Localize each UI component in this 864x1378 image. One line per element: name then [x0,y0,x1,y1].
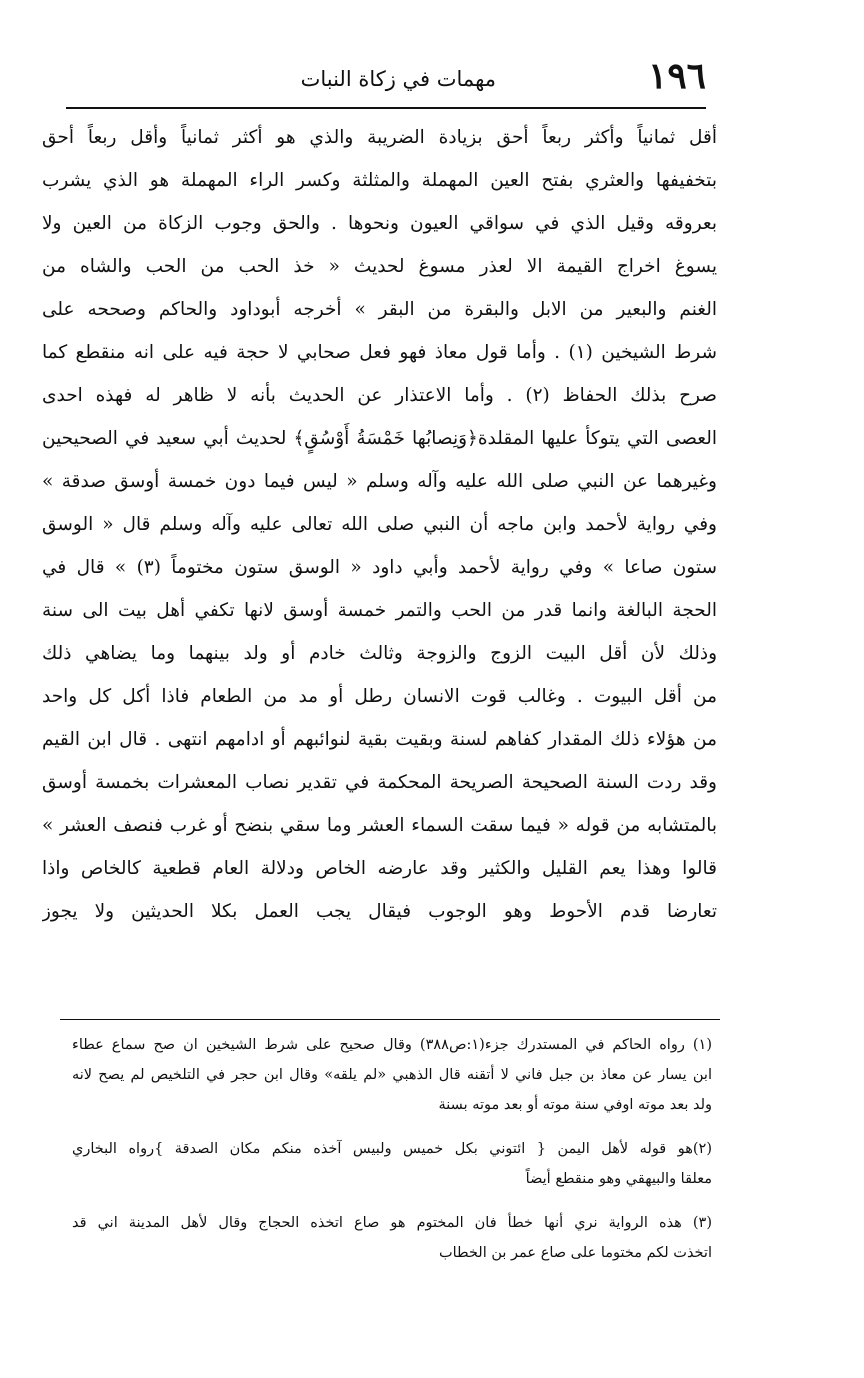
footnote-1 [72,1030,712,1120]
footnote-line: ابن يسار عن معاذ بن جبل فاني لا أتقنه قال الذهبي «لم يلقه» وقال ابن حجر في التلخيص لم يصح لانه [72,1067,712,1083]
text-line: وغيرهما عن النبي صلى الله عليه وآله وسلم « ليس فيما دون خمسة أوسق صدقة » [42,471,717,492]
text-line: بتخفيفها والعثري بفتح العين المهملة والمثلثة وكسر الراء المهملة هو الذي يشرب [42,170,717,191]
text-line: من هؤلاء ذلك المقدار كفاهم لسنة وبقيت بقية لنوائبهم أو ادامهم انتهى . قال ابن القيم [42,729,717,750]
text-line: بالمتشابه من قوله « فيما سقت السماء العشر وما سقي بنضح أو غرب فنصف العشر » [42,815,717,836]
footnote-line: معلقا والبيهقي وهو منقطع أيضاً [525,1171,712,1187]
footnote-line: ولد بعد موته اوفي سنة موته أو بعد موته بسنة [438,1097,712,1113]
text-line: من أقل البيوت . وغالب قوت الانسان رطل أو مد من الطعام فاذا أكل كل واحد [42,686,717,707]
text-line: وقد ردت السنة الصحيحة الصريحة المحكمة في تقدير نصاب المعشرات بخمسة أوسق [42,772,717,793]
footnote-3 [72,1208,712,1268]
text-line: يسوغ اخراج القيمة الا لعذر مسوغ لحديث « خذ الحب من الحب والشاه من [42,256,717,277]
footnote-line: (٣) هذه الرواية نري أنها خطأ فان المختوم هو صاع اتخذه الحجاج وقال لأهل المدينة اني قد [72,1215,712,1231]
running-title: مهمات في زكاة النبات [300,67,496,91]
text-line: قالوا وهذا يعم القليل والكثير وقد عارضه الخاص ودلالة العام قطعية كالخاص واذا [42,858,717,879]
text-line: وذلك لأن أقل البيت الزوج والزوجة وثالث خادم أو ولد بينهما وما يضاهي ذلك [42,643,717,664]
text-line: ستون صاعا » وفي رواية لأحمد وأبي داود « الوسق ستون مختوماً (٣) » قال في [42,557,717,578]
footnote-divider [60,1019,720,1020]
page-number: ١٩٦ [647,55,706,97]
footnote-line: اتخذت لكم مختوما على صاع عمر بن الخطاب [438,1245,712,1261]
text-line: الغنم والبعير من الابل والبقرة من البقر » أخرجه أبوداود والحاكم وصححه على [42,299,717,320]
footnote-line: (١) رواه الحاكم في المستدرك جزء(١:ص٣٨٨) وقال صحيح على شرط الشيخين ان صح سماع عطاء [72,1037,712,1053]
text-line: تعارضا قدم الأحوط وهو الوجوب فيقال يجب العمل بكلا الحديثين ولا يجوز [42,901,717,922]
text-line: وفي رواية لأحمد وابن ماجه أن النبي صلى الله تعالى عليه وآله وسلم قال « الوسق [42,514,717,535]
text-line: العصى التي يتوكأ عليها المقلدة﴿وَنِصابُها خَمْسَةُ أَوْسُقٍ﴾ لحديث أبي سعيد في الصحيحين [42,428,717,449]
footnote-line: (٢)هو قوله لأهل اليمن { ائتوني بكل خميس ولبيس آخذه منكم مكان الصدقة }رواه البخاري [72,1141,712,1157]
text-line: صرح بذلك الحفاظ (٢) . وأما الاعتذار عن الحديث بأنه لا ظاهر له فهذه احدى [42,385,717,406]
text-line: أقل ثمانياً وأكثر ربعاً أحق بزيادة الضريبة والذي هو أكثر ثمانياً وأقل ربعاً أحق [42,127,717,148]
text-line: شرط الشيخين (١) . وأما قول معاذ فهو فعل صحابي لا حجة فيه على انه منقطع كما [42,342,717,363]
footnote-2 [72,1134,712,1194]
text-line: بعروقه وقيل الذي في سواقي العيون ونحوها . والحق وجوب الزكاة من العين ولا [42,213,717,234]
footnote-spacer [72,1120,712,1134]
text-line: الحجة البالغة وانما قدر من الحب والتمر خمسة أوسق لانها تكفي أهل بيت الى سنة [42,600,717,621]
footnotes [72,1030,712,1268]
main-text [42,116,717,933]
page-header [66,55,706,104]
header-divider [66,107,706,109]
footnote-spacer [72,1194,712,1208]
